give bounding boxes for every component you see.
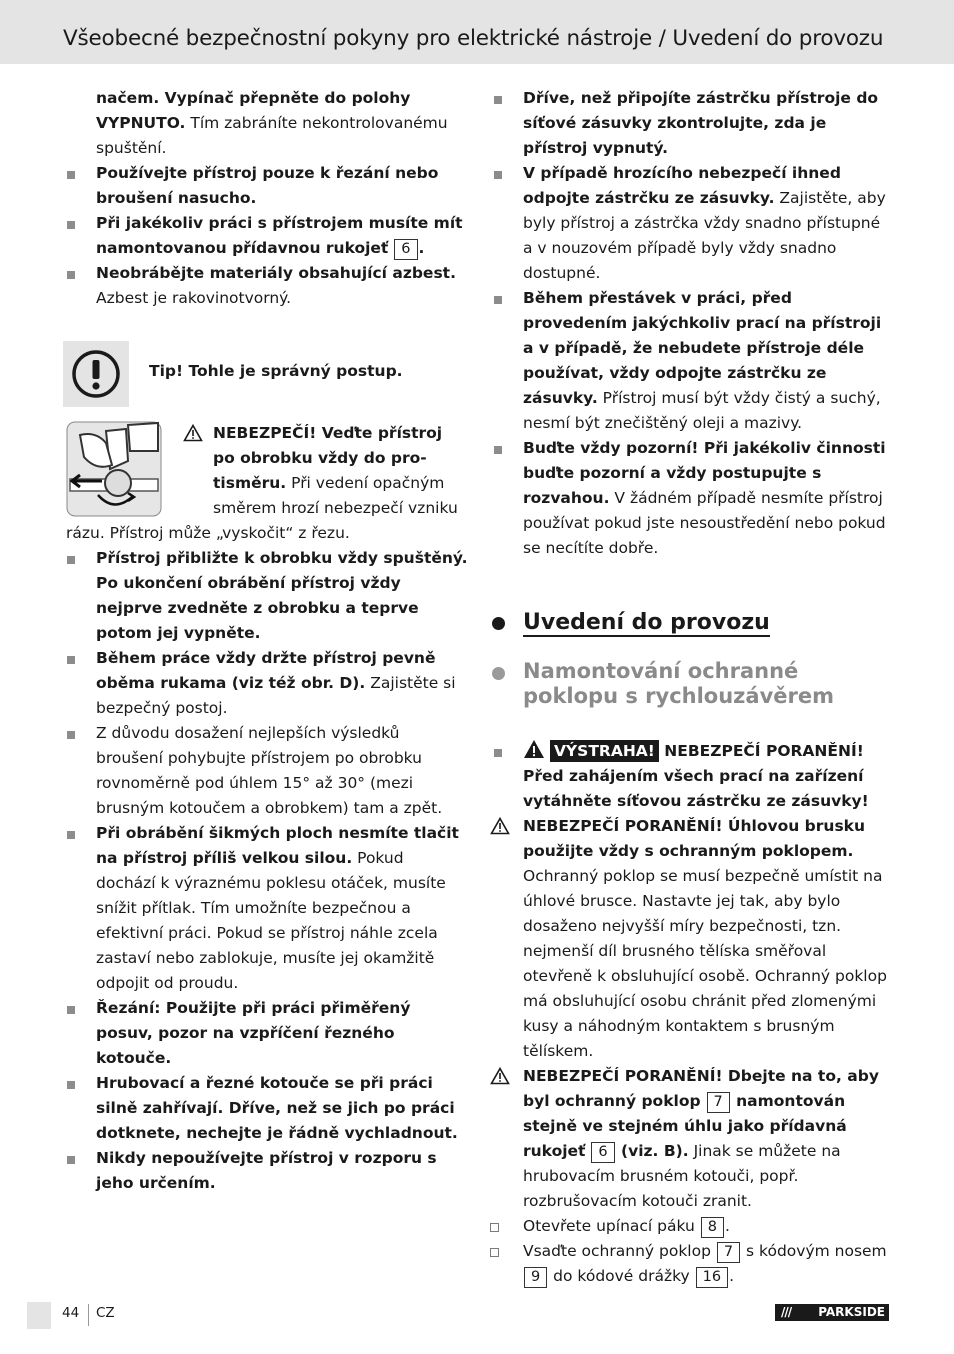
bold-text: Při obrábění šikmých ploch nesmíte tlačit na přístroj příliš velkou silou. bbox=[96, 824, 459, 867]
reference-number: 9 bbox=[524, 1267, 547, 1288]
exclamation-icon bbox=[63, 341, 129, 407]
list-item bbox=[96, 821, 468, 996]
reference-number: 8 bbox=[701, 1217, 724, 1238]
text: Otevřete upínací páku bbox=[523, 1217, 695, 1235]
text: Zajistěte, aby byly přístroj a zástrčka vždy snadno přístupné a v nouzovém případě byly vždy snadno dostupné. bbox=[523, 189, 886, 282]
text: Vsaďte ochranný poklop bbox=[523, 1242, 711, 1260]
section-heading bbox=[523, 609, 889, 637]
list-item: Dříve, než připojíte zástrčku přístroje do síťové zásuvky zkontrolujte, zda je přístroj vypnutý. bbox=[523, 86, 889, 161]
subsection-heading bbox=[523, 659, 889, 709]
bold-text: NEBEZPEČÍ PORANĚNÍ! Před zahájením všech prací na zařízení vytáhněte síťovou zástrčku ze zásuvky! bbox=[523, 742, 869, 810]
danger-block bbox=[66, 421, 468, 546]
bold-text: Během přestávek v práci, před provedením jakýchkoliv prací na přístroji a v případě, že nebudete přístroje déle používat, vždy odpojte zástrčku ze zásuvky. bbox=[523, 289, 882, 407]
language-code: CZ bbox=[96, 1305, 115, 1321]
bold-text: Při jakékoliv práci s přístrojem musíte mít namontovanou přídavnou rukojeť bbox=[96, 214, 463, 257]
text: Pokud dochází k výraznému poklesu otáček, musíte snížit přítlak. Tím umožníte bezpečnou a efektivní práci. Pokud se přístroj náhle zcela zastaví nebo zablokuje, musíte jej okamžitě odpojit od proudu. bbox=[96, 849, 446, 992]
danger-text bbox=[66, 421, 468, 521]
bold-text: NEBEZPEČÍ PORANĚNÍ! Dbejte na to, aby byl ochranný poklop bbox=[523, 1067, 879, 1110]
list-item bbox=[523, 161, 889, 286]
footer-divider bbox=[88, 1304, 89, 1326]
brand-name: PARKSIDE bbox=[818, 1305, 885, 1319]
reference-number: 6 bbox=[591, 1142, 614, 1163]
step-item bbox=[523, 1239, 889, 1289]
text: s kódovým nosem bbox=[741, 1242, 887, 1260]
bold-text: načem. Vypínač přepněte do polohy VYPNUTO. bbox=[96, 89, 411, 132]
text: Ochranný poklop se musí bezpečně umístit na úhlové brusce. Nastavte jej tak, aby bylo dosaženo nejvyšší míry bezpečnosti, tzn. nejmenší díl brusného tělíska směřoval otevřeně k obsluhující osobě. Ochranný poklop má obsluhující osobu chránit před zlomenými kusy a náhodným kontaktem s brusným tělískem. bbox=[523, 867, 887, 1060]
danger-line: NEBEZPEČÍ! Veďte přístroj bbox=[213, 424, 443, 442]
right-column bbox=[523, 86, 889, 1289]
text: do kódové drážky bbox=[548, 1267, 690, 1285]
bullet-dot bbox=[492, 667, 505, 680]
warning-item bbox=[523, 739, 889, 814]
page-title: Všeobecné bezpečnostní pokyny pro elektrické nástroje / Uvedení do provozu bbox=[63, 26, 884, 51]
danger-item bbox=[523, 1064, 889, 1214]
subsection-heading-text: Namontování ochranné poklopu s rychlouzávěrem bbox=[523, 659, 834, 708]
tip-box bbox=[63, 341, 468, 407]
section-heading-text: Uvedení do provozu bbox=[523, 610, 770, 635]
list-item bbox=[96, 211, 468, 261]
list-item: Nikdy nepoužívejte přístroj v rozporu s jeho určením. bbox=[96, 1146, 468, 1196]
danger-item bbox=[523, 814, 889, 1064]
text: Zajistěte si bezpečný postoj. bbox=[96, 674, 456, 717]
text: V žádném případě nesmíte přístroj používat pokud jste nesoustředění nebo pokud se necítíte dobře. bbox=[523, 489, 886, 557]
list-item bbox=[96, 261, 468, 311]
bold-text: V případě hrozícího nebezpečí ihned odpojte zástrčku ze zásuvky. bbox=[523, 164, 841, 207]
list-item: Přístroj přibližte k obrobku vždy spuštěný. Po ukončení obrábění přístroj vždy nejprve zvedněte z obrobku a teprve potom jej vypněte. bbox=[96, 546, 468, 646]
text: Přístroj musí být vždy čistý a suchý, nesmí být znečištěný oleji a mazivy. bbox=[523, 389, 881, 432]
bold-text: Buďte vždy pozorní! Při jakékoliv činnosti buďte pozorní a vždy postupujte s rozvahou. bbox=[523, 439, 886, 507]
bold-text: Neobrábějte materiály obsahující azbest. bbox=[96, 264, 456, 282]
list-item bbox=[523, 286, 889, 436]
bold-text: NEBEZPEČÍ PORANĚNÍ! Úhlovou brusku použijte vždy s ochranným poklopem. bbox=[523, 817, 866, 860]
bold-text: (viz. B). bbox=[615, 1142, 689, 1160]
left-column bbox=[66, 86, 468, 1196]
page-header bbox=[0, 0, 954, 64]
text: rázu. Přístroj může „vyskočit“ z řezu. bbox=[66, 524, 350, 542]
footer-marker bbox=[27, 1302, 51, 1329]
text: Azbest je rakovinotvorný. bbox=[96, 289, 292, 307]
reference-number: 6 bbox=[394, 239, 417, 260]
text: . bbox=[418, 239, 425, 257]
reference-number: 16 bbox=[696, 1267, 728, 1288]
list-item: Používejte přístroj pouze k řezání nebo broušení nasucho. bbox=[96, 161, 468, 211]
step-item bbox=[523, 1214, 889, 1239]
reference-number: 7 bbox=[707, 1092, 730, 1113]
text: . bbox=[724, 1217, 730, 1235]
text: směrem hrozí nebezpečí vzniku bbox=[213, 499, 458, 517]
logo-slashes: /// bbox=[781, 1305, 792, 1319]
bold-text: tisměru. bbox=[213, 474, 287, 492]
text: Jinak se můžete na hrubovacím brusném kotouči, popř. rozbrušovacím kotouči zranit. bbox=[523, 1142, 841, 1210]
text: . bbox=[729, 1267, 735, 1285]
tip-text: Tip! Tohle je správný postup. bbox=[149, 362, 403, 380]
bold-text: Během práce vždy držte přístroj pevně oběma rukama (viz též obr. D). bbox=[96, 649, 436, 692]
reference-number: 7 bbox=[717, 1242, 740, 1263]
page-number: 44 bbox=[62, 1305, 80, 1321]
list-item: Hrubovací a řezné kotouče se při práci silně zahřívají. Dříve, než se jich po práci dotknete, nechejte je řádně vychladnout. bbox=[96, 1071, 468, 1146]
warning-triangle-icon bbox=[490, 1067, 510, 1085]
warning-label: VÝSTRAHA! bbox=[550, 740, 659, 762]
list-item bbox=[523, 436, 889, 561]
list-item bbox=[96, 646, 468, 721]
danger-line: po obrobku vždy do pro- bbox=[213, 449, 427, 467]
text: Tím zabráníte nekontrolovanému spuštění. bbox=[96, 114, 448, 157]
list-item: Z důvodu dosažení nejlepších výsledků broušení pohybujte přístrojem po obrobku rovnoměrně pod úhlem 15° až 30° (mezi brusným kotoučem a obrobkem) tam a zpět. bbox=[96, 721, 468, 821]
warning-triangle-icon bbox=[523, 739, 545, 759]
bold-text: namontován stejně ve stejném úhlu jako přídavná rukojeť bbox=[523, 1092, 847, 1160]
parkside-logo bbox=[775, 1304, 889, 1321]
warning-triangle-icon bbox=[490, 817, 510, 835]
bullet-dot bbox=[492, 617, 505, 630]
warning-triangle-icon bbox=[183, 424, 203, 442]
paragraph bbox=[96, 86, 468, 161]
text: Při vedení opačným bbox=[286, 474, 445, 492]
list-item: Řezání: Použijte při práci přiměřený posuv, pozor na vzpříčení řezného kotouče. bbox=[96, 996, 468, 1071]
